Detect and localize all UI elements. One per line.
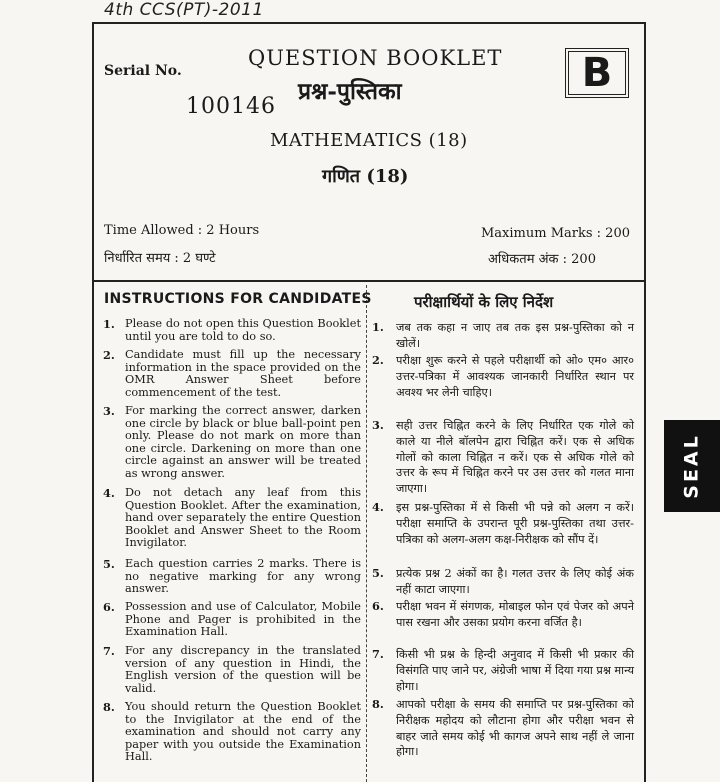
section-divider [92, 280, 646, 282]
instruction-number: 8. [103, 700, 115, 714]
time-allowed-hi: निर्धारित समय : 2 घण्टे [104, 251, 216, 266]
booklet-title-en: QUESTION BOOKLET [248, 46, 503, 70]
time-allowed-en: Time Allowed : 2 Hours [104, 223, 260, 238]
instruction-text: Please do not open this Question Booklet until you are told to do so. [125, 317, 361, 343]
instruction-number: 6. [103, 600, 115, 614]
instruction-text: आपको परीक्षा के समय की समाप्ति पर प्रश्न-पुस्तिका को निरीक्षक महोदय को लौटाना होगा और परीक्षा भवन से बाहर जाते समय कोई भी कागज अपने साथ नहीं ले जाना होगा। [396, 698, 634, 759]
instruction-item-hi [372, 566, 634, 598]
instruction-item-en [103, 558, 361, 596]
instruction-text: इस प्रश्न-पुस्तिका में से किसी भी पन्ने को अलग न करें। परीक्षा समाप्ति के उपरान्त पूरी प्रश्न-पुस्तिका तथा उत्तर-पत्रिका को अलग-अलग कक्ष-निरीक्षक को सौंप दें। [396, 501, 634, 546]
instruction-number: 2. [372, 353, 384, 367]
instruction-item-hi [372, 500, 634, 547]
instruction-item-en [103, 701, 361, 764]
column-divider [366, 285, 367, 782]
instruction-text: You should return the Question Booklet to the Invigilator at the end of the examination and should not carry any paper with you outside the Examination Hall. [125, 700, 361, 764]
seal-label: SEAL [681, 433, 704, 499]
instruction-number: 3. [372, 418, 384, 432]
instruction-item-hi [372, 353, 634, 400]
instruction-text: परीक्षा भवन में संगणक, मोबाइल फोन एवं पेजर को अपने पास रखना और उसका प्रयोग करना वर्जित है। [396, 600, 634, 629]
instruction-item-hi [372, 647, 634, 694]
instruction-item-en [103, 487, 361, 550]
instruction-number: 4. [103, 486, 115, 500]
instruction-text: Possession and use of Calculator, Mobile Phone and Pager is prohibited in the Examination Hall. [125, 600, 361, 639]
instruction-number: 5. [103, 557, 115, 571]
instruction-number: 6. [372, 599, 384, 613]
instruction-number: 1. [372, 320, 384, 334]
instruction-text: For any discrepancy in the translated version of any question in Hindi, the English version of the question will be valid. [125, 644, 361, 695]
instruction-text: प्रत्येक प्रश्न 2 अंकों का है। गलत उत्तर के लिए कोई अंक नहीं काटा जाएगा। [396, 567, 634, 596]
instruction-item-hi [372, 599, 634, 631]
instruction-item-hi [372, 418, 634, 497]
serial-label: Serial No. [104, 63, 182, 79]
instruction-number: 7. [103, 644, 115, 658]
instruction-text: परीक्षा शुरू करने से पहले परीक्षार्थी को ओ० एम० आर० उत्तर-पत्रिका में आवश्यक जानकारी निर्धारित स्थान पर अवश्य भर लेनी चाहिए। [396, 354, 634, 399]
instruction-number: 2. [103, 348, 115, 362]
max-marks-hi: अधिकतम अंक : 200 [488, 252, 596, 267]
instruction-text: Do not detach any leaf from this Question Booklet. After the examination, hand over separately the entire Question Booklet and Answer Sheet to the Room Invigilator. [125, 486, 361, 550]
instruction-text: For marking the correct answer, darken one circle by black or blue ball-point pen only. Please do not mark on more than one circle. Darkening on more than one circle against an answer will be treated as wrong answer. [125, 404, 361, 480]
instruction-item-en [103, 645, 361, 695]
instruction-item-en [103, 601, 361, 639]
instruction-item-en [103, 405, 361, 481]
instruction-item-hi [372, 697, 634, 760]
max-marks-en: Maximum Marks : 200 [481, 226, 630, 241]
instruction-text: Each question carries 2 marks. There is no negative marking for any wrong answer. [125, 557, 361, 596]
subject-hi: गणित (18) [322, 166, 409, 187]
instruction-number: 5. [372, 566, 384, 580]
booklet-title-hi: प्रश्न-पुस्तिका [298, 78, 402, 105]
instructions-heading-en: INSTRUCTIONS FOR CANDIDATES [104, 291, 372, 307]
instruction-item-en [103, 318, 361, 343]
instruction-number: 4. [372, 500, 384, 514]
instruction-text: सही उत्तर चिह्नित करने के लिए निर्धारित एक गोले को काले या नीले बॉलपेन द्वारा चिह्नित करें। एक से अधिक गोलों को काला चिह्नित न करें। एक से अधिक गोले को उत्तर के रूप में चिह्नित करने पर उस उत्तर को गलत माना जाएगा। [396, 419, 634, 496]
instruction-number: 1. [103, 317, 115, 331]
handwritten-note: 4th CCS(PT)-2011 [104, 0, 264, 20]
instruction-item-hi [372, 320, 634, 352]
instruction-text: Candidate must fill up the necessary information in the space provided on the OMR Answer Sheet before commencement of the test. [125, 348, 361, 399]
instruction-item-en [103, 349, 361, 399]
seal-tab [664, 420, 720, 512]
instruction-text: किसी भी प्रश्न के हिन्दी अनुवाद में किसी भी प्रकार की विसंगति पाए जाने पर, अंग्रेजी भाषा में दिया गया प्रश्न मान्य होगा। [396, 648, 634, 693]
instructions-heading-hi: परीक्षार्थियों के लिए निर्देश [414, 293, 554, 311]
instruction-text: जब तक कहा न जाए तब तक इस प्रश्न-पुस्तिका को न खोलें। [396, 321, 634, 350]
instruction-number: 7. [372, 647, 384, 661]
subject-en: MATHEMATICS (18) [270, 130, 468, 151]
serial-number: 100146 [186, 94, 276, 119]
booklet-series-badge: B [565, 48, 629, 98]
instruction-number: 3. [103, 404, 115, 418]
instruction-number: 8. [372, 697, 384, 711]
